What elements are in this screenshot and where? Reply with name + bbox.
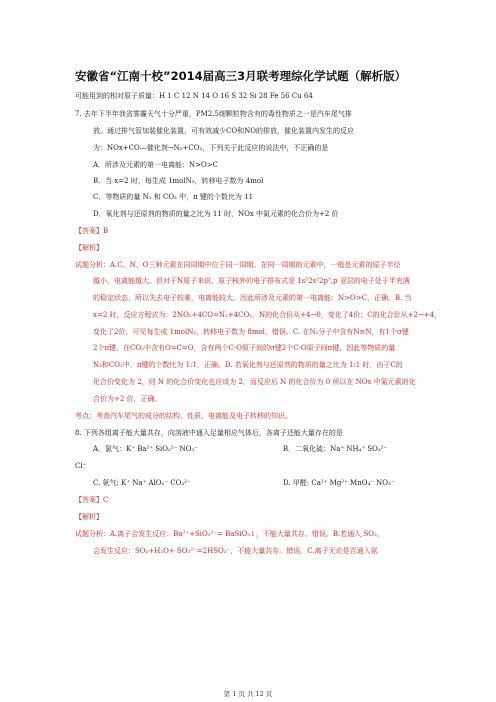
atomic-masses-note: 可能用到的相对原子质量：H 1 C 12 N 14 O 16 S 32 Si 28 Fe 56 Cu 64 [75, 92, 313, 100]
q7-analysis-line: x=2 时，反应方程式为：2NO₂+4CO=N₂+4CO₂，N的化合价从+4→0，变化了4价；C的化合价从+2→+4， [93, 311, 442, 319]
q7-analysis-line: 越小，电离能越大。但对于N原子来说，原子核外的电子排布式是 1s²2s²2p³,p 亚层的电子处于半充满 [93, 277, 410, 285]
page-title: 安徽省“江南十校”2014届高三3月联考理综化学试题（解析版） [75, 69, 407, 83]
q7-stem-line-3: 为：NOx+CO—催化剂→N₂+CO₂，下列关于此反应的说法中，不正确的是 [93, 144, 329, 152]
q8-answer: 【答案】C [75, 496, 109, 504]
q8-stem: 8. 下列各组离子能大量共存，向溶液中通入足量相应气体后，各离子还能大量存在的是 [75, 429, 343, 437]
q8-option-c: C. 氨气: K⁺ Na⁺ AlO₂⁻ CO₃²⁻ [93, 479, 191, 487]
q8-option-b: B．二氧化硫：Na⁺ NH₄⁺ SO₃²⁻ [283, 445, 388, 453]
q8-analysis-line: 会发生反应：SO₂+H₂O+ SO₃²⁻=2HSO₃⁻，不能大量共存。错误。C.离子无论是否通入氨 [93, 547, 378, 555]
q7-analysis-line: 化合价变化为 2，则 N 的化合价变化也应该为 2，而反应后 N 的化合价为 0 所以在 NOx 中氮元素的化 [93, 378, 416, 386]
q7-option-d: D．氧化剂与还原剂的物质的量之比为 11 时，NOx 中氮元素的化合价为+2 价 [93, 210, 339, 218]
q7-key-point: 考点：考查汽车尾气的成分的结构、性质、电离能及电子转移的知识。 [75, 412, 292, 420]
q8-option-a: A．氯气：K⁺ Ba²⁺ SiO₃²⁻ NO₃⁻ [93, 445, 198, 453]
q8-option-d: D. 甲醛: Ca²⁺ Mg²⁺ MnO₄⁻ NO₃⁻ [283, 479, 395, 487]
q8-analysis-label: 【解析】 [75, 513, 103, 521]
q8-analysis-line: 试题分析：A.离子会发生反应：Ba²⁺+SiO₃²⁻= BaSiO₃↓，不能大量共存。错误。B.若通入 SO₂， [75, 530, 384, 538]
q7-stem-line-2: 放。通过排气管加装催化装置，可有效减少CO和NO的排放，催化装置内发生的反应 [93, 127, 354, 135]
q7-analysis-line: 试题分析：A.C、N、O三种元素在同周期中位于同一周期。在同一周期的元素中，一般是元素的原子半径 [75, 261, 401, 269]
q7-option-c: C．等物质的量 N₂ 和 CO₂ 中，π 键的个数比为 11 [93, 193, 254, 201]
q7-analysis-label: 【解析】 [75, 244, 103, 252]
page-footer: 第 1 页 共 12 页 [223, 690, 273, 698]
q7-option-a: A．所涉及元素的第一电离能：N>O>C [93, 161, 219, 169]
q7-analysis-line: 变化了2价，可见每生成 1molN₂，转移电子数为 8mol，错误。C. 在N₂分子中含有N≡N，有1个σ键 [93, 328, 409, 336]
q7-answer: 【答案】B [75, 227, 109, 235]
q7-analysis-line: 2个π键，在CO₂中含有O=C=O，含有两个C-O原子间的σ键2个C-O原子间π键，因此等物质的量 [93, 344, 396, 352]
q7-analysis-line: 合价为+2 价，正确。 [93, 395, 162, 403]
q7-option-b: B．当 x=2 时，每生成 1molN₂，转移电子数为 4mol [93, 177, 264, 185]
q7-analysis-line: N₂和CO₂中，π键的个数比为 1:1，正确。D. 若氧化剂与还原剂的物质的量之比为 1:1 时，由于C的 [93, 361, 403, 369]
q8-option-b-continued: Cl⁻ [75, 462, 87, 470]
q7-analysis-line: 的稳定状态，所以失去电子较难，电离能较大。因此所涉及元素的第一电离能：N>O>C，正确。B. 当 [93, 294, 412, 302]
q7-stem-line-1: 7. 去年下半年我省雾霾天气十分严重，PM2.5细颗粒物含有的毒性物质之一是汽车尾气排 [75, 110, 352, 118]
